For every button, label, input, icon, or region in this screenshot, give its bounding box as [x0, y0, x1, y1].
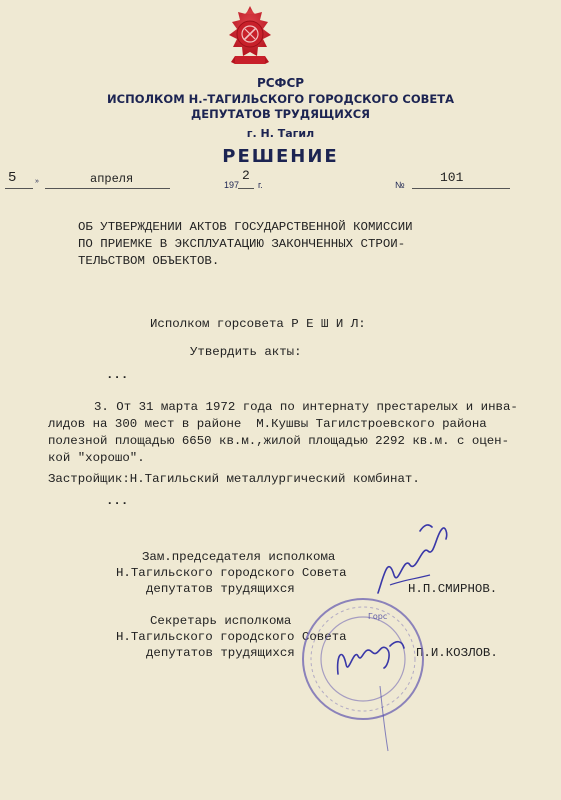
sig1-title-line-3: депутатов трудящихся: [146, 582, 295, 596]
resolution-approve: Утвердить акты:: [190, 345, 302, 359]
item3-line-3: полезной площадью 6650 кв.м.,жилой площадью 2292 кв.м. с оцен-: [48, 434, 510, 448]
date-day-quote: »: [35, 178, 39, 185]
date-year-suffix: г.: [258, 180, 263, 190]
builder-line: Застройщик:Н.Тагильский металлургический комбинат.: [48, 472, 420, 486]
stamp-text: Горс: [368, 612, 388, 621]
ellipsis-1: ...: [106, 368, 129, 382]
sig2-title-line-3: депутатов трудящихся: [146, 646, 295, 660]
organization-line-2: ДЕПУТАТОВ ТРУДЯЩИХСЯ: [191, 107, 370, 121]
handwritten-signature-2: [328, 626, 418, 756]
organization-line-1: ИСПОЛКОМ Н.-ТАГИЛЬСКОГО ГОРОДСКОГО СОВЕТА: [107, 92, 454, 106]
republic-name: РСФСР: [256, 76, 305, 90]
resolution-decided: Исполком горсовета Р Е Ш И Л:: [150, 317, 366, 331]
ellipsis-2: ...: [106, 494, 129, 508]
sig1-title-line-1: Зам.председателя исполкома: [142, 550, 336, 564]
subject-line-2: ПО ПРИЕМКЕ В ЭКСПЛУАТАЦИЮ ЗАКОНЧЕННЫХ СТРОИ-: [78, 237, 406, 251]
item3-line-2: лидов на 300 мест в районе М.Кушвы Тагилстроевского района: [48, 417, 487, 431]
item3-line-4: кой "хорошо".: [48, 451, 145, 465]
item3-line-1: 3. От 31 марта 1972 года по интернату престарелых и инва-: [94, 400, 518, 414]
rsfsr-emblem: [225, 4, 275, 72]
date-year-digit: 2: [242, 168, 250, 183]
date-month: апреля: [90, 172, 134, 186]
document-number: 101: [440, 170, 464, 185]
date-day: 5: [8, 170, 17, 186]
sig1-title-line-2: Н.Тагильского городского Совета: [116, 566, 347, 580]
sig2-name: П.И.КОЗЛОВ.: [416, 646, 498, 660]
sig2-title-line-1: Секретарь исполкома: [150, 614, 292, 628]
handwritten-signature-1: [370, 515, 460, 605]
document-type-title: РЕШЕНИЕ: [222, 146, 339, 167]
city-name: г. Н. Тагил: [246, 127, 315, 140]
subject-line-3: ТЕЛЬСТВОМ ОБЪЕКТОВ.: [78, 254, 220, 268]
sig1-name: Н.П.СМИРНОВ.: [408, 582, 498, 596]
date-year-prefix: 197: [224, 180, 240, 190]
sig2-title-line-2: Н.Тагильского городского Совета: [116, 630, 347, 644]
number-sign: №: [395, 180, 405, 190]
subject-line-1: ОБ УТВЕРЖДЕНИИ АКТОВ ГОСУДАРСТВЕННОЙ КОМИССИИ: [78, 220, 413, 234]
